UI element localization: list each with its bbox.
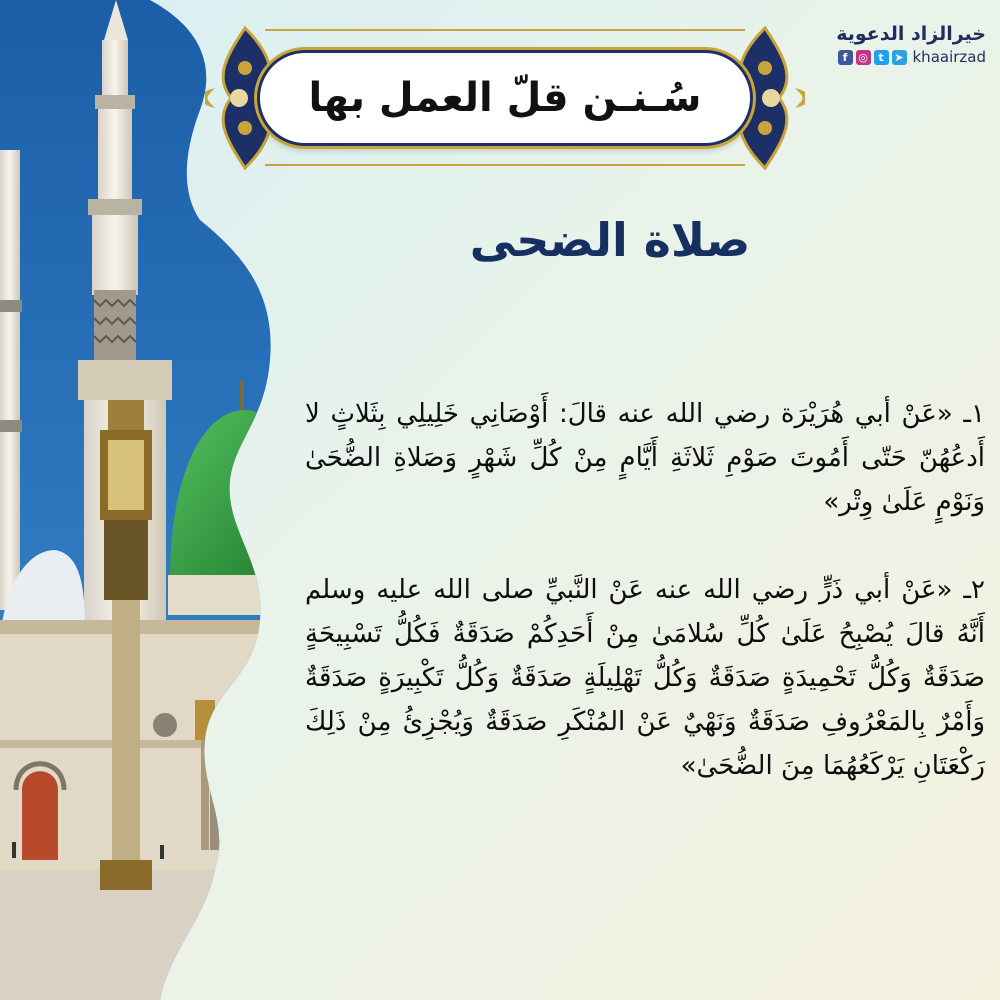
twitter-icon[interactable]: t bbox=[874, 50, 889, 65]
hadith-item bbox=[305, 392, 985, 524]
brand-name: خيرالزاد الدعوية bbox=[836, 23, 986, 45]
telegram-icon[interactable]: ➤ bbox=[892, 50, 907, 65]
social-links bbox=[796, 48, 986, 66]
hadith-number: ١ـ bbox=[963, 399, 986, 429]
instagram-icon[interactable]: ◎ bbox=[856, 50, 871, 65]
hadith-list bbox=[305, 392, 985, 832]
section-subtitle: صلاة الضحى bbox=[469, 213, 751, 267]
title-banner bbox=[257, 50, 753, 146]
page-title: سُـنـن قلّ العمل بها bbox=[308, 75, 702, 121]
hadith-number: ٢ـ bbox=[963, 575, 985, 605]
hadith-item bbox=[305, 568, 985, 788]
hadith-text: «عَنْ أبي هُرَيْرَة رضي الله عنه قالَ: أَوْصَانِي خَلِيلِي بِثَلاثٍ لا أَدعُهُنّ حَتّى أَمُوتَ صَوْمِ ثَلاثَةِ أَيَّامٍ مِنْ كُلِّ شَهْرٍ وَصَلاةِ الضُّحَىٰ وَنَوْمٍ عَلَىٰ وِتْر» bbox=[305, 399, 985, 517]
facebook-icon[interactable]: f bbox=[838, 50, 853, 65]
brand-block bbox=[796, 22, 986, 66]
hadith-text: «عَنْ أبي ذَرٍّ رضي الله عنه عَنْ النَّبيِّ صلى الله عليه وسلم أَنَّهُ قالَ يُصْبِحُ عَلَىٰ كُلِّ سُلامَىٰ مِنْ أَحَدِكُمْ صَدَقَةٌ فَكُلُّ تَسْبِيحَةٍ صَدَقَةٌ وَكُلُّ تَحْمِيدَةٍ صَدَقَةٌ وَكُلُّ تَهْلِيلَةٍ صَدَقَةٌ وَكُلُّ تَكْبِيرَةٍ صَدَقَةٌ وَأَمْرٌ بِالمَعْرُوفِ صَدَقَةٌ وَنَهْيٌ عَنْ المُنْكَرِ صَدَقَةٌ وَيُجْزِئُ مِنْ ذَلِكَ رَكْعَتَانِ يَرْكَعُهُمَا مِنَ الضُّحَىٰ» bbox=[305, 575, 985, 781]
title-frame bbox=[205, 10, 805, 185]
brand-handle[interactable]: khaairzad bbox=[912, 48, 986, 66]
